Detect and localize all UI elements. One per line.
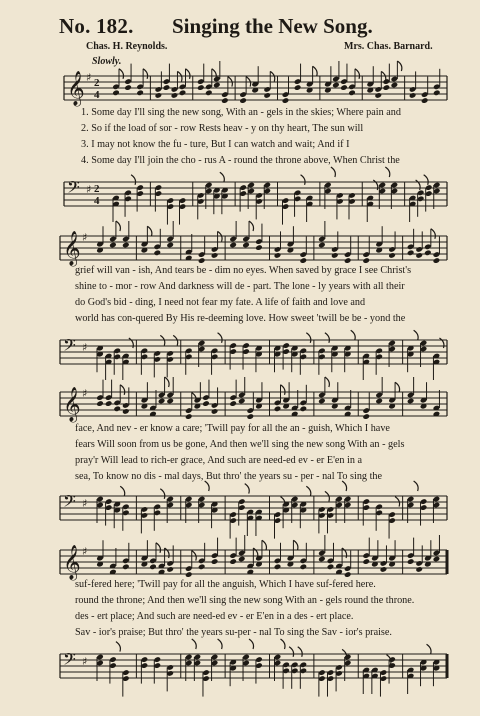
- note-head: [136, 90, 144, 97]
- note-head: [318, 398, 326, 405]
- lyric-line: 4. Some day I'll join the cho - rus A - round the throne above, When Christ the: [81, 155, 400, 166]
- note-flag: [397, 61, 402, 71]
- note-head: [229, 558, 237, 565]
- note-head: [332, 82, 340, 89]
- note-head: [211, 408, 219, 415]
- note-head: [433, 556, 441, 563]
- note-head: [421, 97, 429, 104]
- note-flag: [414, 481, 419, 491]
- note-head: [242, 242, 250, 249]
- note-flag: [342, 548, 347, 558]
- note-head: [318, 242, 326, 249]
- bass-staff-1: [0, 168, 480, 228]
- lyric-line: do God's bid - ding, I need not fear my fate. A life of faith and love and: [75, 297, 366, 308]
- note-head: [163, 84, 171, 91]
- note-head: [96, 400, 104, 407]
- note-head: [274, 406, 282, 413]
- note-head: [247, 413, 255, 420]
- note-head: [197, 84, 205, 91]
- note-head: [274, 564, 282, 571]
- note-flag: [192, 639, 197, 649]
- note-flag: [281, 639, 286, 649]
- sharp-icon: ♯: [86, 183, 92, 196]
- lyric-line: sea, To know no dis - mal days, But thro' the years su - per - nal To sing the: [75, 471, 383, 482]
- hymn-title: Singing the New Song.: [172, 14, 373, 38]
- note-flag: [165, 377, 170, 387]
- note-head: [166, 398, 174, 405]
- lyric-line: face, And nev - er know a care; 'Twill pay for all the an - guish, Which I have: [75, 423, 390, 434]
- note-head: [221, 97, 229, 104]
- lyric-line: fears Will soon from us be gone, And then we'll sing the new song With an - gels: [75, 439, 405, 450]
- note-head: [362, 558, 370, 565]
- note-flag: [301, 175, 306, 185]
- note-flag: [249, 221, 254, 231]
- note-flag: [414, 330, 419, 340]
- bass-staff-2: [0, 326, 480, 386]
- note-flag: [351, 330, 356, 340]
- credits-line: [0, 41, 480, 55]
- author-credit: Mrs. Chas. Barnard.: [344, 41, 433, 52]
- lyric-line: grief will van - ish, And tears be - dim no eyes. When saved by grace I see Christ's: [75, 265, 412, 276]
- note-head: [331, 252, 339, 259]
- note-head: [155, 92, 163, 99]
- note-head: [374, 92, 382, 99]
- lyric-line: world has con-quered By His re-deeming love. How sweet 'twill be be - yond the: [75, 313, 406, 324]
- note-head: [211, 252, 219, 259]
- tempo-marking: Slowly.: [92, 56, 122, 67]
- sharp-icon: ♯: [82, 655, 88, 668]
- note-flag: [385, 167, 390, 177]
- time-signature-bottom: 4: [94, 195, 100, 207]
- note-head: [229, 400, 237, 407]
- sharp-icon: ♯: [82, 341, 88, 354]
- note-head: [112, 90, 120, 97]
- note-head: [388, 252, 396, 259]
- note-flag: [156, 543, 161, 553]
- note-flag: [147, 226, 152, 236]
- lyric-line: 2. So if the load of sor - row Rests heav - y on thy heart, The sun will: [81, 123, 364, 134]
- note-flag: [306, 486, 311, 496]
- lyric-line: pray'r Will lead to rich-er grace, And such are need-ed ev - er E'en in a: [75, 455, 363, 466]
- note-head: [274, 252, 282, 259]
- note-head: [255, 244, 263, 251]
- note-head: [179, 90, 187, 97]
- note-head: [166, 566, 174, 573]
- note-flag: [293, 540, 298, 550]
- note-flag: [119, 69, 124, 79]
- lyric-line: shine to - mor - row And darkness will de - part. The lone - ly years with all their: [75, 281, 405, 292]
- note-flag: [342, 481, 347, 491]
- note-head: [318, 556, 326, 563]
- note-head: [327, 564, 335, 571]
- note-head: [415, 252, 423, 259]
- hymn-header: [0, 10, 480, 44]
- note-flag: [306, 333, 311, 343]
- note-flag: [325, 333, 330, 343]
- note-flag: [129, 338, 134, 348]
- note-flag: [262, 540, 267, 550]
- sharp-icon: ♯: [82, 497, 88, 510]
- note-head: [124, 84, 132, 91]
- note-head: [185, 413, 193, 420]
- note-flag: [298, 647, 303, 657]
- sharp-icon: ♯: [82, 231, 88, 244]
- bass-staff-4: [0, 640, 480, 700]
- sharp-icon: ♯: [86, 71, 92, 84]
- note-head: [300, 406, 308, 413]
- note-head: [171, 92, 179, 99]
- note-flag: [245, 484, 250, 494]
- note-head: [407, 558, 415, 565]
- note-flag: [373, 180, 378, 190]
- note-flag: [416, 180, 421, 190]
- lyric-line: round the throne; And then we'll sing the new song With an - gels round the throne.: [75, 595, 415, 606]
- note-flag: [281, 385, 286, 395]
- lyric-line: des - ert place; And such are need-ed ev - er E'en in a des - ert place.: [75, 611, 354, 622]
- note-head: [122, 564, 130, 571]
- note-flag: [313, 66, 318, 76]
- note-head: [348, 90, 356, 97]
- note-head: [238, 398, 246, 405]
- note-head: [122, 242, 130, 249]
- note-head: [153, 250, 161, 257]
- lyric-line: Sav - ior's praise; But thro' the years su-per - nal To sing the Sav - ior's praise.: [75, 627, 392, 638]
- note-head: [198, 564, 206, 571]
- note-flag: [120, 385, 125, 395]
- note-head: [105, 400, 113, 407]
- note-head: [340, 84, 348, 91]
- lyric-line: suf-fered here; 'Twill pay for all the anguish, Which I have suf-fered here.: [75, 579, 376, 590]
- note-head: [158, 398, 166, 405]
- note-flag: [331, 167, 336, 177]
- note-head: [202, 400, 210, 407]
- note-flag: [427, 644, 432, 654]
- note-head: [415, 566, 423, 573]
- note-head: [205, 90, 213, 97]
- note-head: [122, 408, 130, 415]
- bass-clef-icon: 𝄢: [63, 649, 76, 673]
- note-head: [409, 92, 417, 99]
- note-head: [213, 82, 221, 89]
- note-flag: [205, 481, 210, 491]
- note-flag: [218, 333, 223, 343]
- note-flag: [249, 639, 254, 649]
- note-flag: [120, 486, 125, 496]
- note-flag: [220, 172, 225, 182]
- note-head: [380, 566, 388, 573]
- note-head: [282, 97, 290, 104]
- sharp-icon: ♯: [82, 545, 88, 558]
- note-flag: [253, 548, 258, 558]
- note-head: [300, 564, 308, 571]
- note-head: [238, 556, 246, 563]
- time-signature-top: 2: [94, 183, 100, 195]
- note-head: [229, 242, 237, 249]
- note-head: [239, 97, 247, 104]
- note-head: [113, 406, 121, 413]
- bass-staff-3: [0, 482, 480, 542]
- note-flag: [116, 221, 121, 231]
- note-head: [424, 250, 432, 257]
- note-flag: [218, 639, 223, 649]
- bass-clef-icon: 𝄢: [63, 491, 76, 515]
- note-head: [407, 398, 415, 405]
- note-head: [433, 90, 441, 97]
- note-flag: [131, 175, 136, 185]
- composer-credit: Chas. H. Reynolds.: [86, 41, 168, 52]
- bass-clef-icon: 𝄢: [67, 177, 80, 201]
- note-flag: [116, 642, 121, 652]
- note-head: [362, 413, 370, 420]
- note-head: [166, 242, 174, 249]
- note-head: [294, 84, 302, 91]
- sharp-icon: ♯: [82, 387, 88, 400]
- note-flag: [424, 175, 429, 185]
- note-flag: [185, 69, 190, 79]
- note-flag: [439, 338, 444, 348]
- note-head: [149, 564, 157, 571]
- bass-clef-icon: 𝄢: [63, 335, 76, 359]
- note-head: [383, 84, 391, 91]
- treble-clef-icon: 𝄞: [67, 71, 85, 106]
- treble-clef-icon: 𝄞: [63, 545, 81, 580]
- treble-clef-icon: 𝄞: [63, 387, 81, 422]
- time-signature-top: 2: [94, 77, 100, 89]
- note-head: [375, 398, 383, 405]
- note-flag: [395, 382, 400, 392]
- note-head: [407, 250, 415, 257]
- treble-clef-icon: 𝄞: [63, 231, 81, 266]
- note-flag: [165, 548, 170, 558]
- note-head: [211, 558, 219, 565]
- note-head: [433, 257, 441, 264]
- note-flag: [289, 647, 294, 657]
- note-flag: [143, 69, 148, 79]
- note-flag: [325, 377, 330, 387]
- time-signature-bottom: 4: [94, 89, 100, 101]
- note-flag: [160, 489, 165, 499]
- note-flag: [355, 69, 360, 79]
- note-flag: [431, 229, 436, 239]
- note-head: [263, 92, 271, 99]
- lyric-line: 1. Some day I'll sing the new song, With an - gels in the skies; Where pain and: [81, 107, 401, 118]
- note-head: [391, 82, 399, 89]
- lyric-line: 3. I may not know the fu - ture, But I can watch and wait; And if I: [81, 139, 350, 150]
- hymn-number: No. 182.: [59, 14, 134, 38]
- note-head: [109, 242, 117, 249]
